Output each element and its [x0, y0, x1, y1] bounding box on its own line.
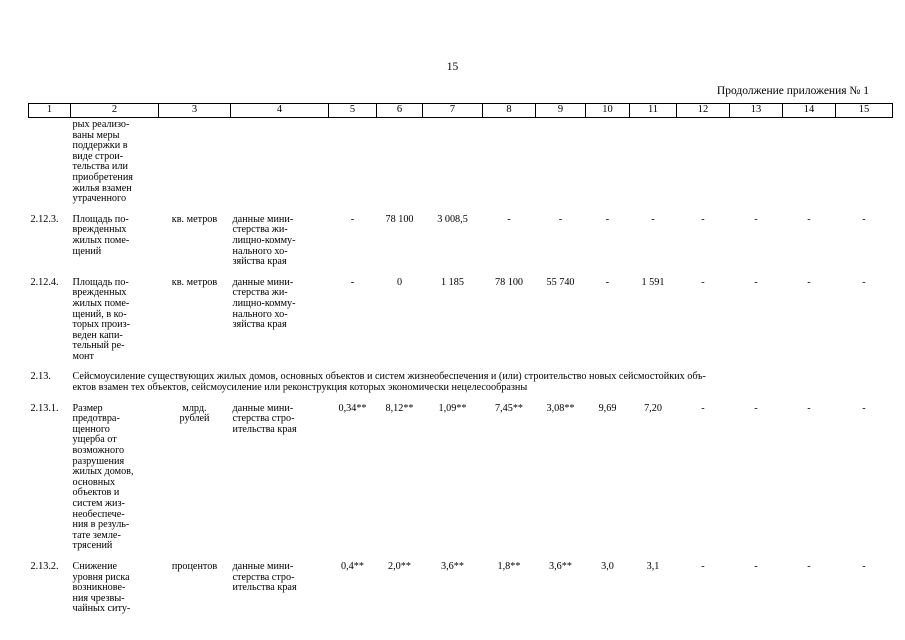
data-source: данные мини- стерства стро- ительства края [232, 560, 297, 594]
value-cell: 1 591 [641, 276, 665, 288]
value-cell: 78 100 [385, 213, 414, 225]
column-number-12: 12 [677, 104, 730, 118]
value-cell: 8,12** [385, 402, 414, 414]
value-cell: - [558, 213, 563, 225]
indicator-table [28, 103, 893, 621]
value-cell: 3,1 [646, 560, 660, 572]
value-cell: - [807, 402, 811, 414]
value-cell: - [350, 276, 355, 288]
indicator-number: 2.13.1. [30, 402, 59, 414]
value-cell [783, 118, 836, 211]
section-title: Сейсмоусиление существующих жилых домов, основных объектов и систем жизнеобеспечения и (или) строительство новых сейсмостойких объ- ектов взамен тех объектов, сейсмоусиление или реконструкция которых экономически нецелесообразны [72, 371, 706, 394]
unit-of-measure: процентов [171, 560, 218, 572]
column-number-10: 10 [586, 104, 630, 118]
value-cell [483, 118, 536, 211]
data-source [231, 118, 329, 211]
indicator-number [29, 118, 71, 211]
value-cell: 1 185 [441, 276, 464, 288]
value-cell: 0,4** [341, 560, 364, 572]
column-number-row [29, 104, 893, 118]
value-cell: - [605, 276, 610, 288]
indicator-number: 2.13.2. [30, 560, 59, 572]
column-number-5: 5 [329, 104, 377, 118]
value-cell: - [754, 276, 758, 288]
value-cell: 0,34** [338, 402, 367, 414]
data-source: данные мини- стерства жи- лищно-комму- нального хо- зяйства края [232, 276, 296, 331]
unit-of-measure: млрд. рублей [179, 402, 210, 425]
value-cell: - [701, 402, 705, 414]
column-number-3: 3 [159, 104, 231, 118]
unit-of-measure: кв. метров [171, 276, 218, 288]
column-number-6: 6 [377, 104, 423, 118]
table-row [29, 274, 893, 369]
value-cell [730, 118, 783, 211]
value-cell [423, 118, 483, 211]
value-cell: - [862, 402, 866, 414]
value-cell: 3,6** [549, 560, 572, 572]
value-cell [836, 118, 893, 211]
value-cell: - [701, 213, 705, 225]
indicator-name: Площадь по- врежденных жилых поме- щений, в ко- торых произ- веден капи- тельный ре- монт [72, 276, 130, 362]
value-cell: 1,09** [438, 402, 467, 414]
value-cell: 2,0** [388, 560, 411, 572]
section-number: 2.13. [30, 371, 51, 383]
value-cell [329, 118, 377, 211]
value-cell: - [605, 213, 610, 225]
table-body [29, 118, 893, 621]
unit-of-measure: кв. метров [171, 213, 218, 225]
column-number-7: 7 [423, 104, 483, 118]
value-cell: 9,69 [598, 402, 617, 414]
value-cell [586, 118, 630, 211]
value-cell: - [754, 402, 758, 414]
value-cell: - [807, 276, 811, 288]
value-cell: 55 740 [546, 276, 575, 288]
value-cell [536, 118, 586, 211]
table-row [29, 211, 893, 274]
value-cell: - [862, 213, 866, 225]
page-number: 15 [446, 61, 459, 73]
value-cell: - [651, 213, 655, 225]
value-cell: 3 008,5 [437, 213, 468, 225]
value-cell: 7,20 [644, 402, 662, 414]
column-number-13: 13 [730, 104, 783, 118]
indicator-name: Размер предотвра- щенного ущерба от возможного разрушения жилых домов, основных объектов и систем жиз- необеспече- ния в резуль- тате земле- трясений [72, 402, 134, 552]
indicator-name: Снижение уровня риска возникнове- ния чрезвы- чайных ситу- [72, 560, 131, 615]
value-cell: 78 100 [494, 276, 523, 288]
value-cell: - [701, 276, 705, 288]
data-source: данные мини- стерства стро- ительства края [232, 402, 297, 435]
column-number-9: 9 [536, 104, 586, 118]
column-number-8: 8 [483, 104, 536, 118]
value-cell: - [350, 213, 355, 225]
value-cell [630, 118, 677, 211]
value-cell: 0 [396, 276, 403, 288]
section-row [29, 368, 893, 399]
indicator-number: 2.12.4. [30, 276, 59, 288]
value-cell: - [862, 276, 866, 288]
value-cell: - [754, 560, 758, 572]
value-cell [377, 118, 423, 211]
column-number-11: 11 [630, 104, 677, 118]
column-number-14: 14 [783, 104, 836, 118]
value-cell: 1,8** [497, 560, 521, 572]
continuation-label: Продолжение приложения № 1 [716, 85, 869, 97]
value-cell: - [507, 213, 511, 225]
table-row [29, 118, 893, 211]
data-source: данные мини- стерства жи- лищно-комму- нального хо- зяйства края [232, 213, 296, 268]
value-cell: 7,45** [494, 402, 523, 414]
value-cell: 3,08** [546, 402, 575, 414]
column-number-4: 4 [231, 104, 329, 118]
value-cell: 3,0 [601, 560, 614, 572]
indicator-name: Площадь по- врежденных жилых поме- щений [72, 213, 130, 257]
column-number-15: 15 [836, 104, 893, 118]
value-cell: - [754, 213, 758, 225]
value-cell: - [807, 560, 811, 572]
value-cell: - [807, 213, 811, 225]
table-row [29, 558, 893, 621]
column-number-2: 2 [71, 104, 159, 118]
value-cell: 3,6** [441, 560, 464, 572]
value-cell: - [701, 560, 705, 572]
indicator-name: рых реализо- ваны меры поддержки в виде строи- тельства или приобретения жилья взамен утраченного [72, 119, 133, 205]
value-cell [677, 118, 730, 211]
indicator-number: 2.12.3. [30, 213, 59, 225]
table-row [29, 400, 893, 558]
value-cell: - [862, 560, 866, 572]
column-number-1: 1 [29, 104, 71, 118]
unit-of-measure [159, 118, 231, 211]
